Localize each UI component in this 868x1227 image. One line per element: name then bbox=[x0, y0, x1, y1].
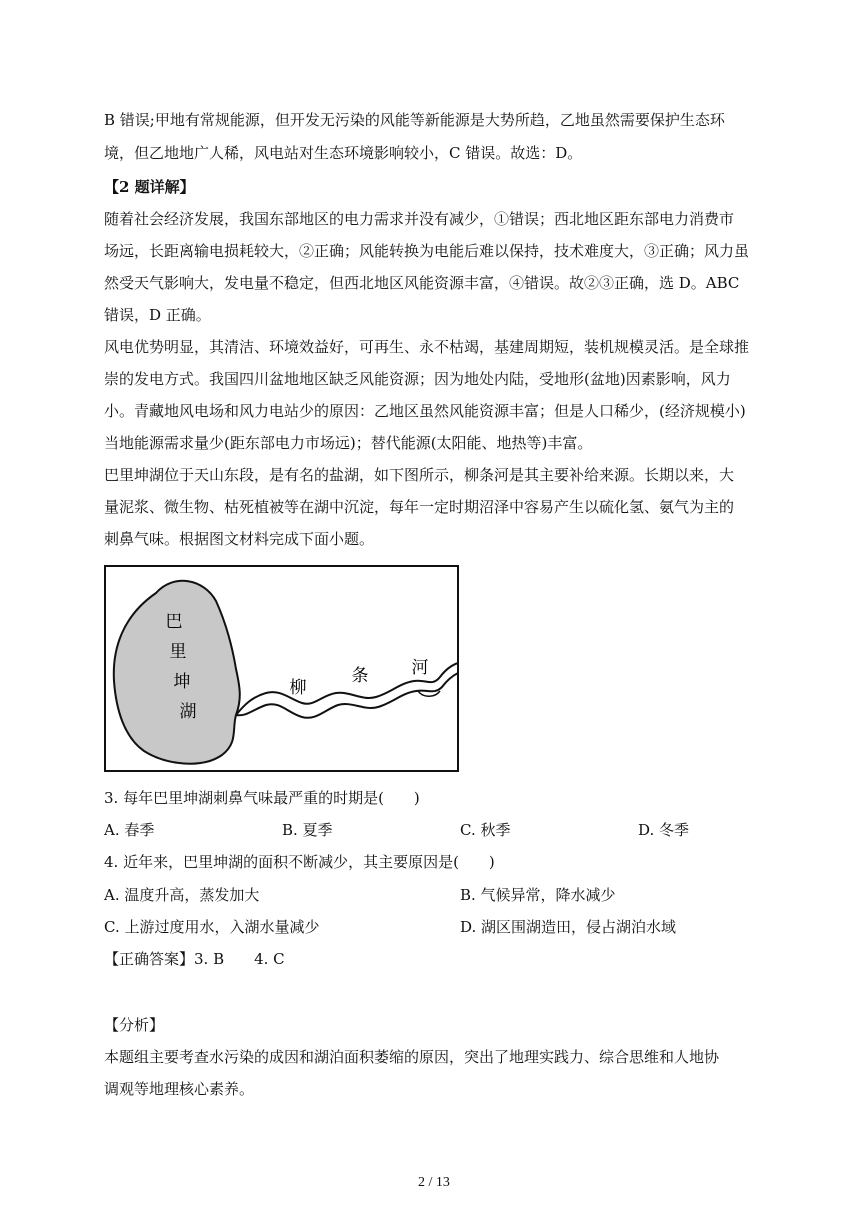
page-number: 2 / 13 bbox=[418, 1175, 450, 1190]
lake-label-char: 里 bbox=[169, 642, 187, 662]
lake-label-char: 巴 bbox=[165, 612, 183, 632]
q3-option-b: B. 夏季 bbox=[282, 821, 333, 839]
text-line: 巴里坤湖位于天山东段，是有名的盐湖，如下图所示，柳条河是其主要补给来源。长期以来，大 bbox=[104, 466, 735, 484]
text-line: 风电优势明显，其清洁、环境效益好，可再生、永不枯竭，基建周期短，装机规模灵活。是全球推 bbox=[104, 338, 750, 356]
text-line: 场远，长距离输电损耗较大，②正确；风能转换为电能后难以保持，技术难度大，③正确；风力虽 bbox=[104, 242, 750, 260]
q4-option-b: B. 气候异常，降水减少 bbox=[460, 886, 616, 904]
map-svg bbox=[104, 565, 460, 773]
river-label-char: 河 bbox=[411, 658, 429, 678]
barkol-lake-map bbox=[104, 565, 460, 777]
river-label-char: 条 bbox=[351, 666, 369, 686]
text-line: 小。青藏地风电场和风力电站少的原因：乙地区虽然风能资源丰富；但是人口稀少，(经济规模小) bbox=[104, 402, 746, 420]
text-line: B 错误;甲地有常规能源，但开发无污染的风能等新能源是大势所趋，乙地虽然需要保护生态环 bbox=[104, 111, 725, 129]
text-line: 当地能源需求量少(距东部电力市场远)；替代能源(太阳能、地热等)丰富。 bbox=[104, 434, 593, 452]
q4-option-d: D. 湖区围湖造田，侵占湖泊水域 bbox=[460, 918, 677, 936]
text-line: 刺鼻气味。根据图文材料完成下面小题。 bbox=[104, 530, 375, 548]
river-label-char: 柳 bbox=[289, 678, 307, 698]
section-heading: 【2 题详解】 bbox=[104, 178, 195, 196]
text-line: 崇的发电方式。我国四川盆地地区缺乏风能资源；因为地处内陆，受地形(盆地)因素影响，风力 bbox=[104, 370, 731, 388]
q3-option-c: C. 秋季 bbox=[460, 821, 511, 839]
q4-option-c: C. 上游过度用水，入湖水量减少 bbox=[104, 918, 320, 936]
q3-option-d: D. 冬季 bbox=[638, 821, 690, 839]
question-4-stem: 4. 近年来，巴里坤湖的面积不断减少，其主要原因是( ) bbox=[104, 853, 495, 871]
correct-answer: 【正确答案】3. B 4. C bbox=[104, 950, 285, 968]
text-line: 然受天气影响大，发电量不稳定，但西北地区风能资源丰富，④错误。故②③正确，选 D。ABC bbox=[104, 274, 740, 292]
text-line: 随着社会经济发展，我国东部地区的电力需求并没有减少，①错误；西北地区距东部电力消费市 bbox=[104, 210, 735, 228]
text-line: 量泥浆、微生物、枯死植被等在湖中沉淀，每年一定时期沼泽中容易产生以硫化氢、氨气为主的 bbox=[104, 498, 735, 516]
lake-label-char: 坤 bbox=[173, 672, 191, 692]
lake-label-char: 湖 bbox=[179, 702, 197, 722]
question-3-stem: 3. 每年巴里坤湖刺鼻气味最严重的时期是( ) bbox=[104, 789, 420, 807]
q4-option-a: A. 温度升高，蒸发加大 bbox=[104, 886, 260, 904]
analysis-line: 本题组主要考查水污染的成因和湖泊面积萎缩的原因，突出了地理实践力、综合思维和人地协 bbox=[104, 1048, 720, 1066]
text-line: 境，但乙地地广人稀，风电站对生态环境影响较小，C 错误。故选：D。 bbox=[104, 144, 583, 162]
analysis-heading: 【分析】 bbox=[104, 1016, 165, 1034]
analysis-line: 调观等地理核心素养。 bbox=[104, 1080, 255, 1098]
q3-option-a: A. 春季 bbox=[104, 821, 155, 839]
text-line: 错误，D 正确。 bbox=[104, 306, 211, 324]
